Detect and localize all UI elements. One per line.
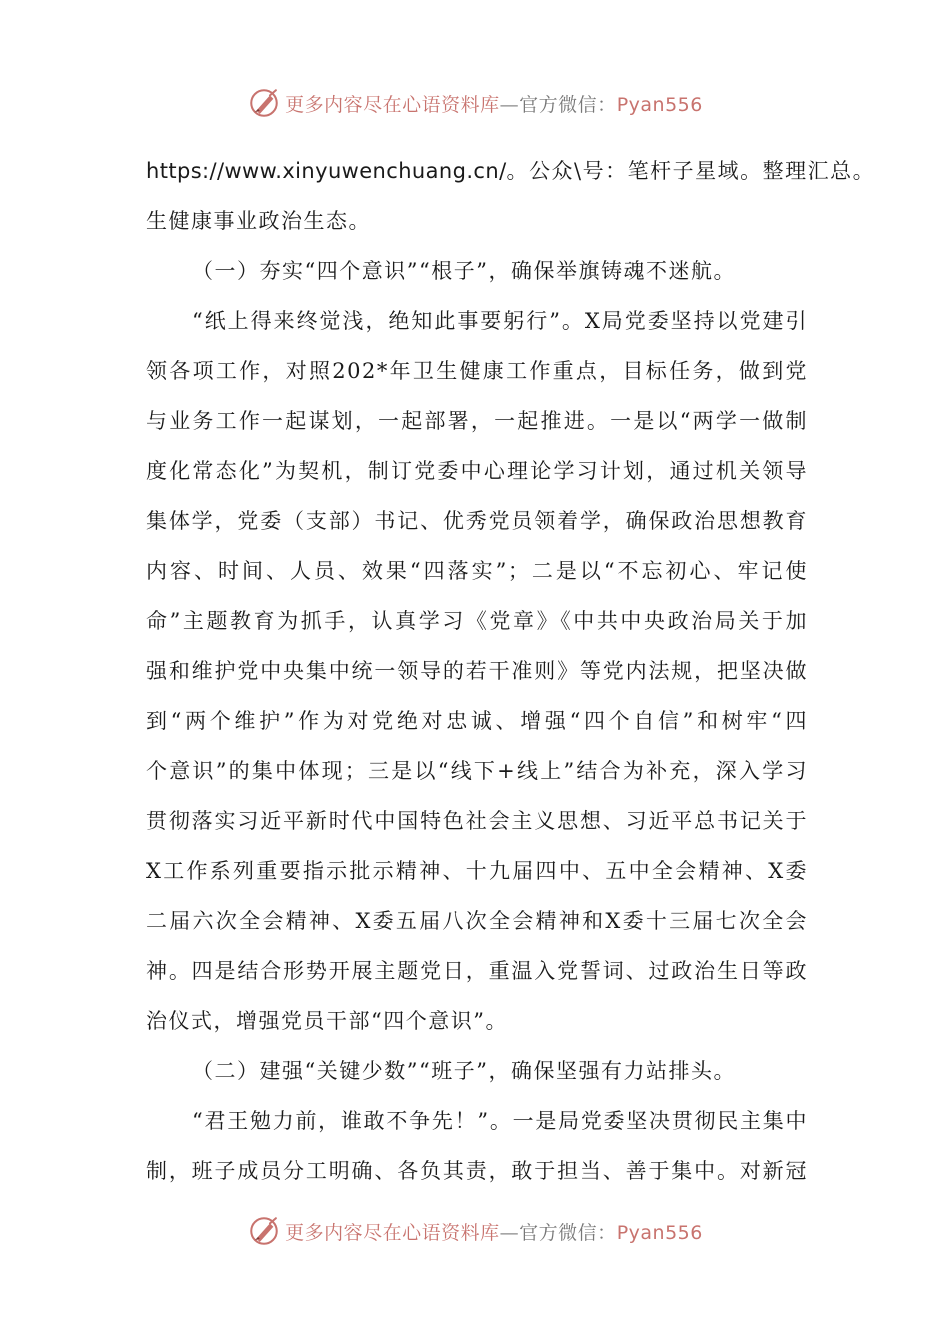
watermark-text	[285, 90, 703, 117]
text-line: 生健康事业政治生态。	[146, 209, 371, 233]
paragraph-line: 到“两个维护”作为对党绝对忠诚、增强“四个自信”和树牢“四	[146, 709, 808, 733]
paragraph-line: 神。四是结合形势开展主题党日，重温入党誓词、过政治生日等政	[146, 959, 808, 983]
paragraph-line: 二届六次全会精神、X委五届八次全会精神和X委十三届七次全会	[146, 909, 808, 933]
footer-watermark	[0, 1211, 950, 1251]
watermark-text	[285, 1218, 703, 1245]
paragraph-line: 个意识”的集中体现；三是以“线下+线上”结合为补充，深入学习	[146, 759, 808, 783]
source-note: 。公众\号：笔杆子星域。整理汇总。	[506, 159, 876, 183]
pen-nib-icon	[247, 1214, 281, 1248]
paragraph-line: 与业务工作一起谋划，一起部署，一起推进。一是以“两学一做制	[146, 409, 808, 433]
watermark-separator: —	[499, 93, 520, 116]
paragraph-line: “君王勉力前，谁敢不争先！”。一是局党委坚决贯彻民主集中	[192, 1109, 808, 1133]
watermark-wechat-id: Pyan556	[616, 1221, 703, 1244]
paragraph-line: 强和维护党中央集中统一领导的若干准则》等党内法规，把坚决做	[146, 659, 808, 683]
watermark-wechat-id: Pyan556	[616, 93, 703, 116]
paragraph-line: 集体学，党委（支部）书记、优秀党员领着学，确保政治思想教育	[146, 509, 808, 533]
pen-nib-icon	[247, 86, 281, 120]
header-watermark	[0, 83, 950, 123]
paragraph-line: 内容、时间、人员、效果“四落实”；二是以“不忘初心、牢记使	[146, 559, 808, 583]
paragraph-line: 贯彻落实习近平新时代中国特色社会主义思想、习近平总书记关于	[146, 809, 808, 833]
paragraph-line: 制，班子成员分工明确、各负其责，敢于担当、善于集中。对新冠	[146, 1159, 808, 1183]
text-line	[146, 146, 876, 196]
paragraph-line: 治仪式，增强党员干部“四个意识”。	[146, 1009, 508, 1033]
paragraph-line: 度化常态化”为契机，制订党委中心理论学习计划，通过机关领导	[146, 459, 808, 483]
paragraph-line: 领各项工作，对照202*年卫生健康工作重点，目标任务，做到党	[146, 359, 808, 383]
watermark-separator: —	[499, 1221, 520, 1244]
watermark-brand: 更多内容尽在心语资料库	[285, 1221, 500, 1244]
paragraph-line: 命”主题教育为抓手，认真学习《党章》《中共中央政治局关于加	[146, 609, 808, 633]
paragraph-line: X工作系列重要指示批示精神、十九届四中、五中全会精神、X委	[146, 859, 808, 883]
watermark-brand: 更多内容尽在心语资料库	[285, 93, 500, 116]
document-body	[146, 146, 876, 1196]
paragraph-line: “纸上得来终觉浅，绝知此事要躬行”。X局党委坚持以党建引	[192, 309, 808, 333]
section-heading: （二）建强“关键少数”“班子”，确保坚强有力站排头。	[192, 1059, 736, 1083]
watermark-label: 官方微信：	[519, 93, 617, 116]
source-url: https://www.xinyuwenchuang.cn/	[146, 159, 507, 183]
section-heading: （一）夯实“四个意识”“根子”，确保举旗铸魂不迷航。	[192, 259, 736, 283]
watermark-label: 官方微信：	[519, 1221, 617, 1244]
